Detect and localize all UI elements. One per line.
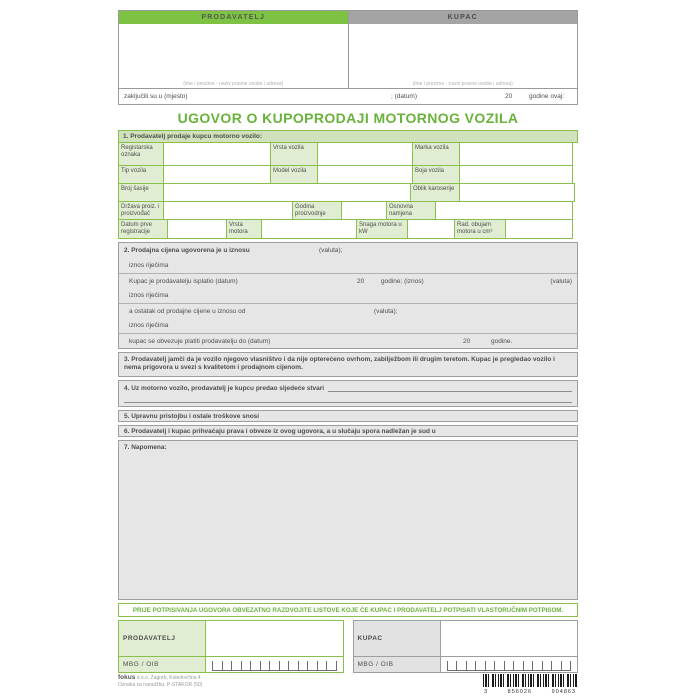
section-5-text: 5. Upravnu pristojbu i ostale troškove snosi xyxy=(124,412,260,420)
ean-barcode xyxy=(482,673,578,695)
order-code: Oznaka za narudžbu: P-STAKOR (50) xyxy=(118,682,203,689)
due-line-label: kupac se obvezuje platiti prodavatelju do (datum) xyxy=(129,338,271,345)
section-4-items xyxy=(118,380,578,407)
conclusion-row[interactable] xyxy=(118,89,578,105)
seller-header: PRODAVATELJ xyxy=(119,11,348,24)
seller-id-label: MBG / OIB xyxy=(118,656,206,673)
iznos-rijecima-label: iznos riječima xyxy=(129,292,169,299)
paid-valuta: (valuta) xyxy=(550,278,572,285)
field-datum-reg[interactable] xyxy=(167,219,227,239)
field-godina[interactable] xyxy=(341,201,387,220)
conclusion-date-label: ; (datum) xyxy=(391,93,418,100)
due-line[interactable] xyxy=(119,333,577,348)
parties-box xyxy=(118,10,578,89)
paid-year: 20 xyxy=(357,278,365,285)
field-model[interactable] xyxy=(317,165,413,184)
signature-row xyxy=(118,620,578,673)
barcode-digit-group: 856026 xyxy=(507,689,533,695)
buyer-signature-area[interactable] xyxy=(440,620,579,657)
buyer-oib-field[interactable] xyxy=(440,656,579,673)
publisher-address: d.o.o. Zagreb, Koledovčina 4 xyxy=(136,675,201,681)
label-boja: Boja vozila xyxy=(412,165,460,184)
section-3-text: 3. Prodavatelj jamči da je vozilo njegovo vlasništvo i da nije opterećeno ovrhom, zabilježbom ili drugim teretom. Kupac je pregledao vozilo i nema prigovora u svezi s kvalitetom i prodajnom cijenom. xyxy=(124,356,555,372)
label-drzava: Država proiz. i proizvođač xyxy=(118,201,164,220)
section-6-text: 6. Prodavatelj i kupac prihvaćaju prava i obveze iz ovog ugovora, a u slučaju spora nadležan je sud u xyxy=(124,427,436,435)
due-year: 20 xyxy=(463,338,471,345)
footer xyxy=(118,673,578,695)
seller-oib-field[interactable] xyxy=(205,656,344,673)
section-3-guarantee xyxy=(118,352,578,377)
buyer-oib-comb xyxy=(447,661,572,671)
warning-strip: PRIJE POTPISIVANJA UGOVORA OBVEZATNO RAZDVOJITE LISTOVE KOJE ĆE KUPAC I PRODAVATELJ POTPISATI VLASTORUČNIM POTPISOM. xyxy=(118,603,578,617)
paid-line-label: Kupac je prodavatelju isplatio (datum) xyxy=(129,278,238,285)
publisher-info xyxy=(118,673,202,689)
buyer-signature-block xyxy=(353,620,579,673)
contract-form xyxy=(118,10,578,673)
field-karoserija[interactable] xyxy=(459,183,575,202)
field-drzava[interactable] xyxy=(163,201,293,220)
seller-caption: (ime i prezime - naziv pravne osobe i adresa) xyxy=(183,81,284,87)
buyer-caption: (ime i prezime - naziv pravne osobe i adresa) xyxy=(412,81,513,87)
field-vrsta-vozila[interactable] xyxy=(317,142,413,166)
barcode-digits xyxy=(482,689,578,695)
label-obujam: Rad. obujam motora u cm³ xyxy=(454,219,506,239)
barcode-digit-group: 3 xyxy=(484,689,489,695)
iznos-rijecima-label: iznos riječima xyxy=(129,322,169,329)
label-registarska: Registarska oznaka xyxy=(118,142,164,166)
seller-signature-area[interactable] xyxy=(205,620,344,657)
conclusion-year: 20 xyxy=(505,93,513,100)
field-tip[interactable] xyxy=(163,165,271,184)
price-valuta-label: (valuta); xyxy=(319,247,343,254)
label-vrsta-motora: Vrsta motora xyxy=(226,219,262,239)
label-tip: Tip vozila xyxy=(118,165,164,184)
buyer-header: KUPAC xyxy=(349,11,578,24)
rest-line-label: a ostatak od prodajne cijene u iznosu od xyxy=(129,308,246,315)
label-model: Model vozila xyxy=(270,165,318,184)
field-snaga[interactable] xyxy=(407,219,455,239)
label-godina: Godina proizvodnje xyxy=(292,201,342,220)
seller-oib-comb xyxy=(212,661,337,671)
section-5-costs[interactable] xyxy=(118,410,578,422)
label-karoserija: Oblik karoserije xyxy=(410,183,460,202)
label-namjena: Osnovna namjena xyxy=(386,201,436,220)
section-7-text: 7. Napomena: xyxy=(124,443,167,451)
paid-line[interactable] xyxy=(119,273,577,288)
field-registarska[interactable] xyxy=(163,142,271,166)
rest-line[interactable] xyxy=(119,303,577,318)
seller-signature-label: PRODAVATELJ xyxy=(118,620,206,657)
buyer-id-label: MBG / OIB xyxy=(353,656,441,673)
price-line[interactable] xyxy=(119,243,577,258)
field-boja[interactable] xyxy=(459,165,573,184)
rest-valuta-label: (valuta); xyxy=(374,308,398,315)
items-write-line-2[interactable] xyxy=(124,393,572,403)
publisher-brand: fokus xyxy=(118,674,136,681)
price-line-label: 2. Prodajna cijena ugovorena je u iznosu xyxy=(124,247,250,254)
paid-words-line[interactable] xyxy=(119,288,577,303)
section-4-text: 4. Uz motorno vozilo, prodavatelj je kupcu predao sljedeće stvari xyxy=(124,384,325,392)
field-obujam[interactable] xyxy=(505,219,573,239)
section-2-price xyxy=(118,242,578,349)
label-sasija: Broj šasije xyxy=(118,183,164,202)
conclusion-prefix: zaključili su u (mjesto) xyxy=(124,93,188,100)
price-words-line[interactable] xyxy=(119,258,577,273)
label-snaga: Snaga motora u kW xyxy=(356,219,408,239)
seller-signature-block xyxy=(118,620,344,673)
buyer-signature-label: KUPAC xyxy=(353,620,441,657)
label-vrsta-vozila: Vrsta vozila xyxy=(270,142,318,166)
field-sasija[interactable] xyxy=(163,183,411,202)
section-7-note-area[interactable] xyxy=(118,440,578,600)
due-godine-label: godine. xyxy=(491,338,513,345)
page-title: UGOVOR O KUPOPRODAJI MOTORNOG VOZILA xyxy=(177,110,519,126)
label-marka: Marka vozila xyxy=(412,142,460,166)
section-1-header: 1. Prodavatelj prodaje kupcu motorno vozilo: xyxy=(118,130,578,143)
buyer-info-box[interactable] xyxy=(348,11,578,88)
barcode-bars xyxy=(482,673,578,688)
iznos-rijecima-label: iznos riječima xyxy=(129,262,169,269)
seller-info-box[interactable] xyxy=(119,11,348,88)
section-6-court[interactable] xyxy=(118,425,578,437)
paid-godine-iznos: godine; (iznos) xyxy=(381,278,424,285)
rest-words-line[interactable] xyxy=(119,318,577,333)
field-marka[interactable] xyxy=(459,142,573,166)
field-vrsta-motora[interactable] xyxy=(261,219,357,239)
field-namjena[interactable] xyxy=(435,201,573,220)
label-datum-reg: Datum prve registracije xyxy=(118,219,168,239)
barcode-digit-group: 904863 xyxy=(551,689,576,695)
items-write-line-1[interactable] xyxy=(328,382,572,392)
conclusion-suffix: godine ovaj: xyxy=(529,93,565,100)
section-1-vehicle xyxy=(118,130,578,239)
